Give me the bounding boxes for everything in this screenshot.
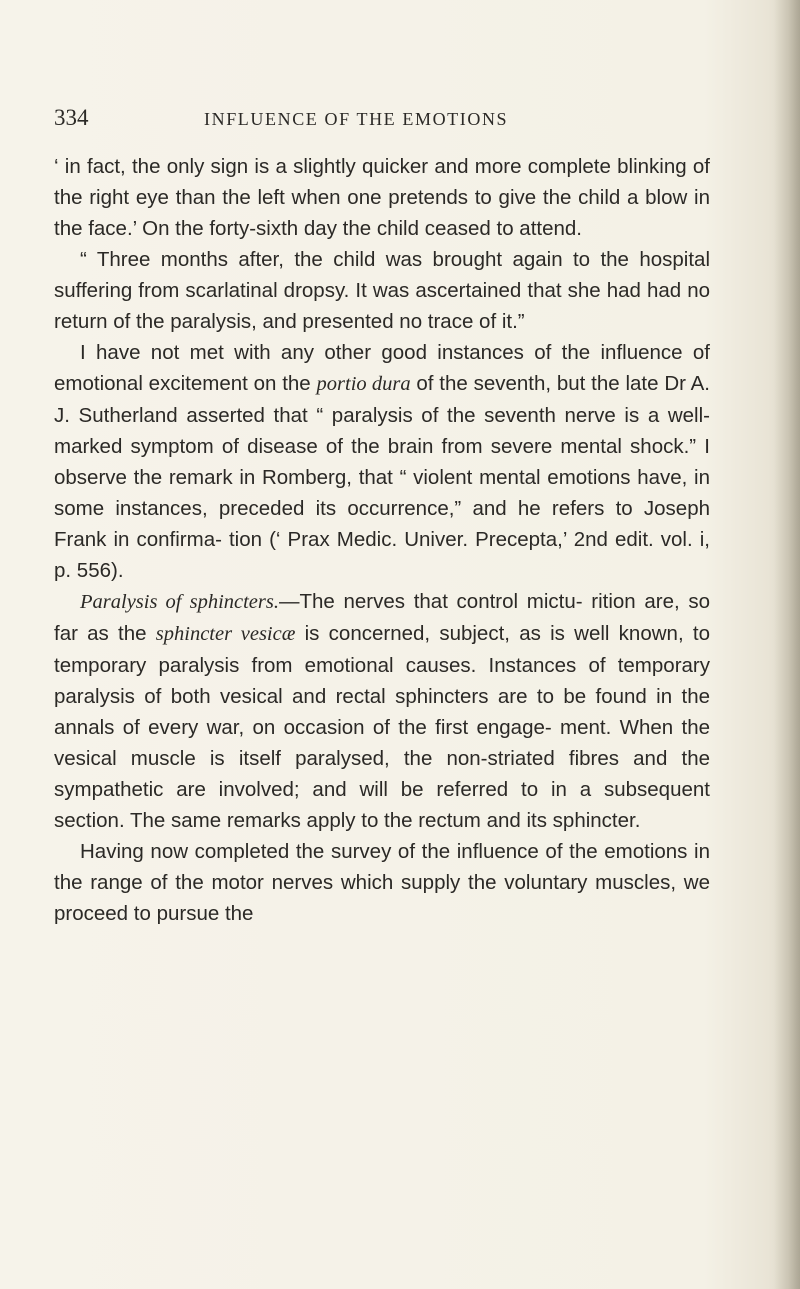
- paragraph-3: [54, 337, 710, 586]
- page-number: 334: [54, 105, 89, 130]
- paragraph-5: Having now completed the survey of the influence of the emotions in the range of the motor nerves which supply the voluntary muscles, we proceed to pursue the: [54, 840, 710, 925]
- paragraph-1: ‘ in fact, the only sign is a slightly quicker and more complete blinking of the right eye than the left when one pretends to give the child a blow in the face.’ On the forty-sixth day the child ceased to attend.: [54, 155, 710, 240]
- page-edge-shadow: [774, 0, 800, 1289]
- paragraph-2: “ Three months after, the child was brought again to the hospital suffering from scarlatinal dropsy. It was ascertained that she had had no return of the paralysis, and presented no trace of it.”: [54, 248, 710, 333]
- section-heading-paralysis-of-sphincters: Paralysis of sphincters.: [80, 591, 279, 613]
- paragraph-3-text-a: I have not met with any other good instances of the influence of emotional excitement on the: [54, 341, 710, 395]
- sphincter-vesicae-italic: sphincter vesicæ: [155, 623, 296, 645]
- running-title: INFLUENCE OF THE EMOTIONS: [204, 109, 509, 129]
- paragraph-4-text-a: —The nerves that control mictu- rition are, so far as the: [54, 590, 710, 645]
- page-header: [54, 103, 754, 133]
- paragraph-4-text-b: is concerned, subject, as is well known, to temporary paralysis from emotional causes. Instances of temporary paralysis of both vesical and rectal sphincters are to be found in the annals of every war, on occasion of the first engage- ment. When the vesical muscle is itself paralysed, the non-striated fibres and the sympathetic are involved; and will be referred to in a subsequent section. The same remarks apply to the rectum and its sphincter.: [54, 622, 710, 832]
- paragraph-3-text-b: of the seventh, but the late Dr A. J. Sutherland asserted that “ paralysis of the seventh nerve is a well-marked symptom of disease of the brain from severe mental shock.” I observe the remark in Romberg, that “ violent mental emotions have, in some instances, preceded its occurrence,” and he refers to Joseph Frank in confirma- tion (‘ Prax Medic. Univer. Precepta,’ 2nd edit. vol. i, p. 556).: [54, 372, 710, 582]
- paragraph-4: [54, 586, 710, 836]
- body-text: [54, 151, 710, 929]
- portio-dura-italic: portio dura: [316, 373, 411, 395]
